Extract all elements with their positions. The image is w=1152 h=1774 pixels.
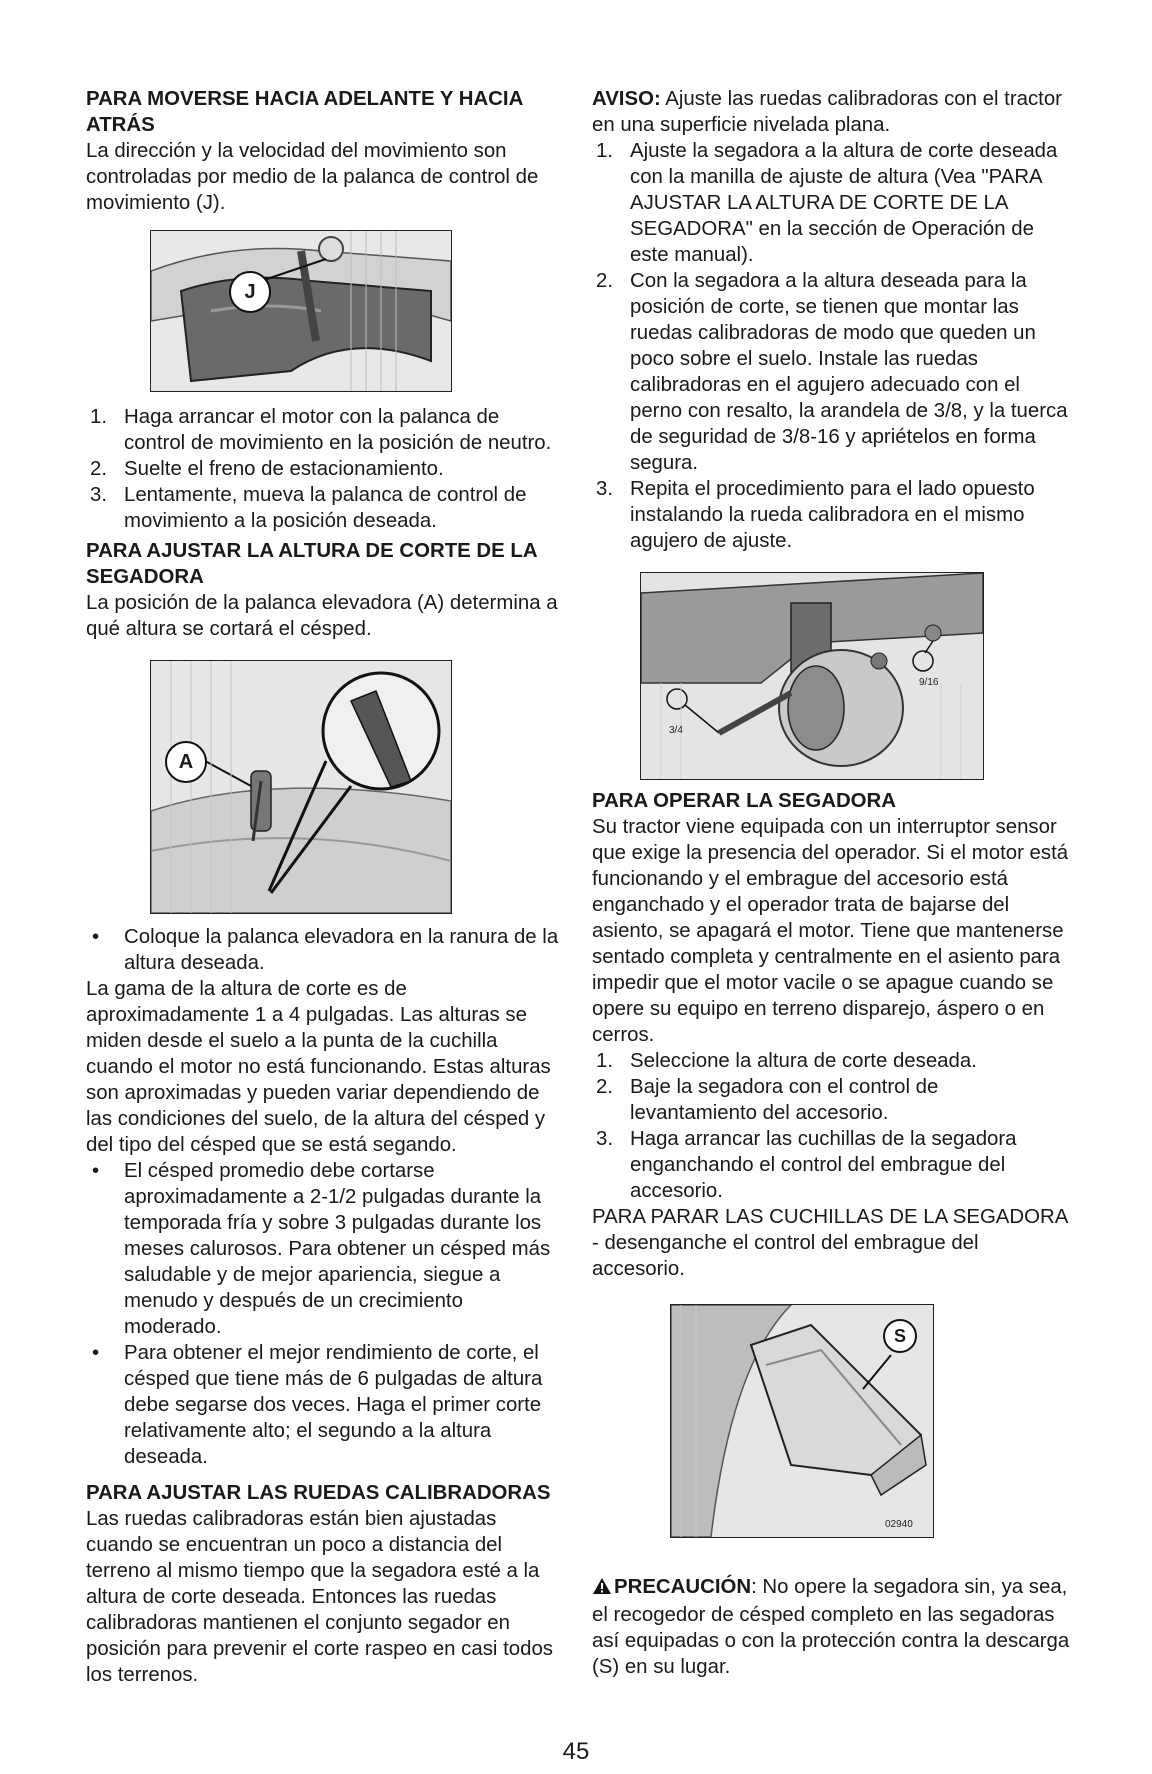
cutting-range-paragraph: La gama de la altura de corte es de aproximadamente 1 a 4 pulgadas. Las alturas se miden desde el suelo a la punta de la cuchilla cuando el motor no está funcionando. Estas alturas son aproximadas y pueden variar dependiendo de las condiciones del suelo, de la altura del césped y del tipo del césped que se está segando. <box>86 978 551 1156</box>
list-item: • El césped promedio debe cortarse aproximadamente a 2-1/2 pulgadas durante la temporada fría y sobre 3 pulgadas durante los meses calurosos. Para obtener un césped más saludable y de mejor apariencia, siegue a menudo y después de un crecimiento moderado. <box>92 1160 551 1338</box>
section-body-operate-mower: Su tractor viene equipada con un interruptor sensor que exige la presencia del operador. Si el motor está funcionando y el embrague del accesorio está enganchado y el operador trata de bajarse del asiento, se apagará el motor. Tiene que mantenerse sentado completa y centralmente en el asiento para impedir que el motor vacile o se apague cuando se opere su equipo en terreno disparejo, áspero o en cerros. <box>592 816 1069 1046</box>
list-item: 1. Seleccione la altura de corte deseada. <box>596 1050 977 1072</box>
lift-lever-illustration <box>151 661 451 913</box>
list-item: 2. Baje la segadora con el control de levantamiento del accesorio. <box>596 1076 939 1124</box>
stop-blades-paragraph: PARA PARAR LAS CUCHILLAS DE LA SEGADORA - desenganche el control del embrague del accesorio. <box>592 1206 1068 1280</box>
section-title-operate-mower: PARA OPERAR LA SEGADORA <box>592 790 896 812</box>
list-item: 3. Lentamente, mueva la palanca de control de movimiento a la posición deseada. <box>90 484 527 532</box>
gauge-wheel-illustration <box>641 573 983 779</box>
callout-s <box>883 1319 917 1353</box>
figure-motion-lever <box>150 230 452 392</box>
list-item: • Coloque la palanca elevadora en la ranura de la altura deseada. <box>92 926 559 974</box>
aviso-label: AVISO: <box>592 88 661 110</box>
bullet-list-1 <box>86 924 564 976</box>
precaucion-paragraph <box>592 1574 1070 1680</box>
section-body-forward-reverse: La dirección y la velocidad del movimiento son controladas por medio de la palanca de control de movimiento (J). <box>86 140 539 214</box>
list-item: 1. Haga arrancar el motor con la palanca de control de movimiento en la posición de neutro. <box>90 406 552 454</box>
wrench-size-label-34: 3/4 <box>669 725 683 736</box>
list-item: 2. Con la segadora a la altura deseada para la posición de corte, se tienen que montar las ruedas calibradoras de modo que queden un poco sobre el suelo. Instale las ruedas calibradoras en el agujero adecuado con el perno con resalto, la arandela de 3/8, y la tuerca de seguridad de 3/8-16 y apriételos en forma segura. <box>596 270 1068 474</box>
callout-a-label: A <box>178 750 194 773</box>
list-item: 3. Repita el procedimiento para el lado opuesto instalando la rueda calibradora en el mismo agujero de ajuste. <box>596 478 1035 552</box>
list-item: • Para obtener el mejor rendimiento de corte, el césped que tiene más de 6 pulgadas de altura debe segarse dos veces. Haga el primer corte relativamente alto; el segundo a la altura deseada. <box>92 1342 543 1468</box>
section-title-gauge-wheels: PARA AJUSTAR LAS RUEDAS CALIBRADORAS <box>86 1482 551 1504</box>
figure-gauge-wheel <box>640 572 984 780</box>
steps-gauge-wheels <box>592 138 1070 554</box>
left-column <box>86 86 564 1688</box>
aviso-paragraph <box>592 86 1070 138</box>
warning-triangle-icon <box>592 1576 612 1602</box>
section-body-gauge-wheels: Las ruedas calibradoras están bien ajustadas cuando se encuentran un poco a distancia del terreno al mismo tiempo que la segadora esté a la altura de corte deseada. Entonces las ruedas calibradoras mantienen el conjunto segador en posición para prevenir el corte raspeo en casi todos los terrenos. <box>86 1508 553 1686</box>
steps-forward-reverse <box>86 404 564 534</box>
steps-operate-mower <box>592 1048 1070 1204</box>
list-item: 3. Haga arrancar las cuchillas de la segadora enganchando el control del embrague del accesorio. <box>596 1128 1017 1202</box>
list-item: 2. Suelte el freno de estacionamiento. <box>90 458 444 480</box>
bullet-list-2 <box>86 1158 564 1470</box>
motion-lever-illustration <box>151 231 451 391</box>
callout-a <box>165 741 207 783</box>
section-body-cutting-height: La posición de la palanca elevadora (A) determina a qué altura se cortará el césped. <box>86 592 558 640</box>
figure-lift-lever <box>150 660 452 914</box>
figure-discharge-chute <box>670 1304 934 1538</box>
callout-j <box>229 271 271 313</box>
aviso-text: Ajuste las ruedas calibradoras con el tractor en una superficie nivelada plana. <box>592 88 1062 136</box>
precaucion-text: : No opere la segadora sin, ya sea, el recogedor de césped completo en las segadoras así equipadas o con la protección contra la descarga (S) en su lugar. <box>592 1576 1070 1678</box>
page-number: 45 <box>562 1738 590 1765</box>
list-item: 1. Ajuste la segadora a la altura de corte deseada con la manilla de ajuste de altura (Vea "PARA AJUSTAR LA ALTURA DE CORTE DE LA SEGADORA" en la sección de Operación de este manual). <box>596 140 1058 266</box>
callout-s-label: S <box>893 1325 906 1346</box>
figure-code: 02940 <box>885 1519 913 1530</box>
callout-j-label: J <box>244 280 256 303</box>
wrench-size-label-916: 9/16 <box>919 677 939 688</box>
section-title-cutting-height: PARA AJUSTAR LA ALTURA DE CORTE DE LA SEGADORA <box>86 540 537 588</box>
precaucion-label: PRECAUCIÓN <box>614 1576 752 1598</box>
right-column <box>592 86 1070 1680</box>
section-title-forward-reverse: PARA MOVERSE HACIA ADELANTE Y HACIA ATRÁS <box>86 88 523 136</box>
